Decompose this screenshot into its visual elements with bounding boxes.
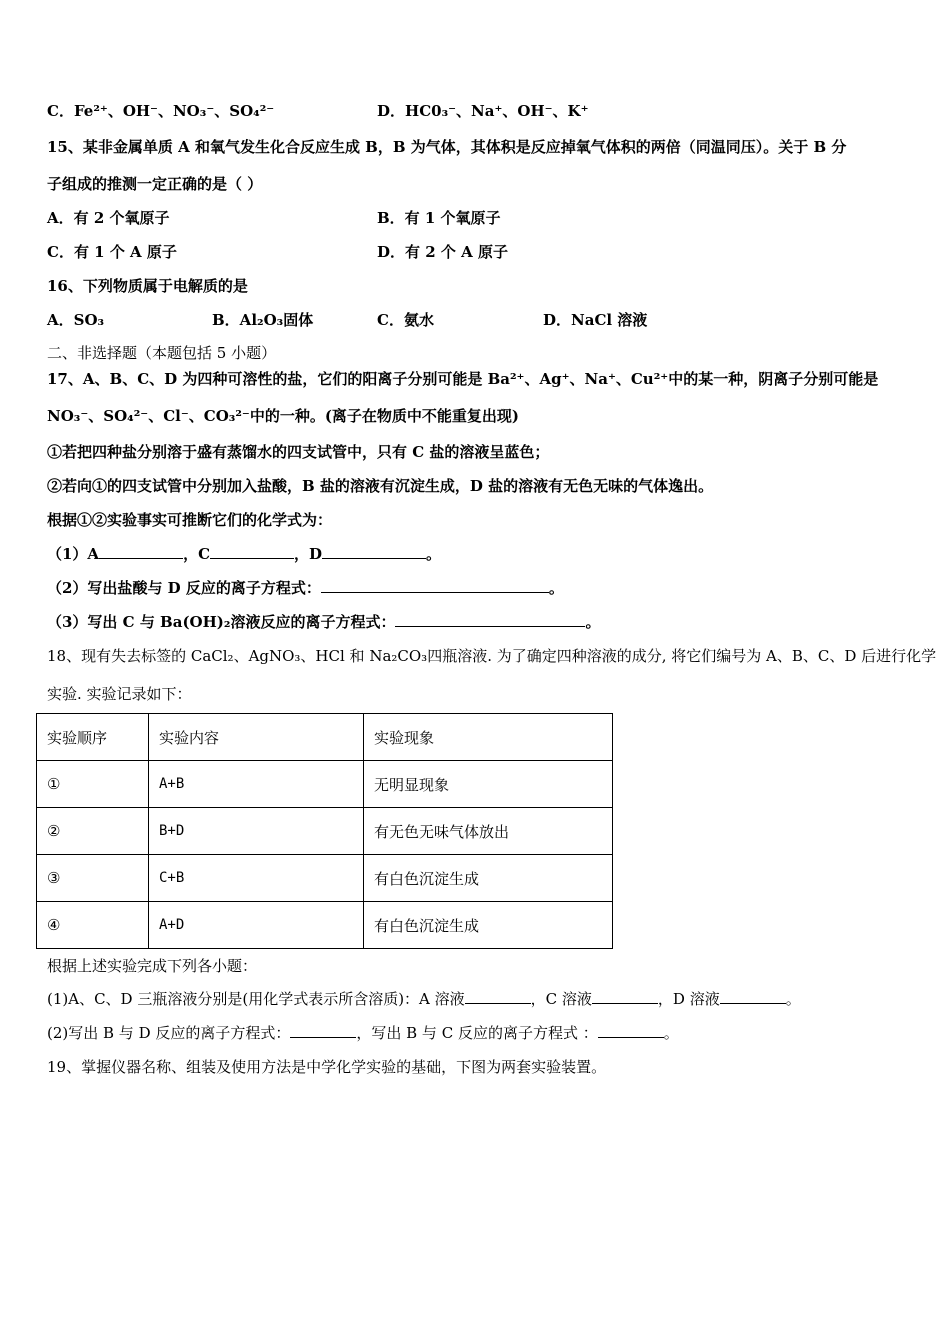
table-cell-content: A+D xyxy=(149,902,364,949)
table-cell-phenomenon: 有无色无味气体放出 xyxy=(364,808,613,855)
q18-sub2-b: ，写出 B 与 C 反应的离子方程式 ： xyxy=(356,1024,598,1042)
q18-sub2-blank-2[interactable] xyxy=(598,1023,664,1038)
q18-sub1-c: ，C 溶液 xyxy=(530,990,592,1008)
q18-sub2 xyxy=(47,1023,679,1043)
q18-sub2-end: 。 xyxy=(663,1024,679,1042)
q16-option-a: A．SO₃ xyxy=(47,311,105,329)
q14-option-d-text: HC0₃⁻、Na⁺、OH⁻、K⁺ xyxy=(405,102,589,120)
q14-option-d-label: D． xyxy=(377,102,406,120)
table-cell-content: A+B xyxy=(149,761,364,808)
q15-option-d: D．有 2 个 A 原子 xyxy=(377,243,508,261)
table-cell-phenomenon: 有白色沉淀生成 xyxy=(364,855,613,902)
table-header-cell: 实验现象 xyxy=(364,714,613,761)
q17-part1-prefix: （1）A xyxy=(47,545,100,563)
q16-option-b: B．Al₂O₃固体 xyxy=(212,311,314,329)
q17-part1-end: 。 xyxy=(426,545,442,563)
q15-option-b: B．有 1 个氧原子 xyxy=(377,209,501,227)
q17-part1-d: ，D xyxy=(294,545,323,563)
q15-option-a: A．有 2 个氧原子 xyxy=(47,209,170,227)
table-cell-content: B+D xyxy=(149,808,364,855)
q17-part1 xyxy=(47,544,441,564)
q18-sub2-blank-1[interactable] xyxy=(290,1023,356,1038)
q16-stem: 16、下列物质属于电解质的是 xyxy=(47,277,248,295)
q18-after-table: 根据上述实验完成下列各小题： xyxy=(47,957,258,975)
table-cell-order: ③ xyxy=(37,855,149,902)
q14-option-c xyxy=(47,101,274,121)
q17-part3-end: 。 xyxy=(585,613,601,631)
q18-sub1-a: (1)A、C、D 三瓶溶液分别是(用化学式表示所含溶质)：A 溶液 xyxy=(47,990,465,1008)
table-header-cell: 实验顺序 xyxy=(37,714,149,761)
q17-part1-c: ，C xyxy=(183,545,211,563)
q18-stem-line2: 实验. 实验记录如下： xyxy=(47,685,192,703)
q14-option-c-label: C． xyxy=(47,102,74,120)
q15-stem-line1: 15、某非金属单质 A 和氧气发生化合反应生成 B，B 为气体，其体积是反应掉氧气体积的两倍（同温同压）。关于 B 分 xyxy=(47,138,847,156)
table-cell-phenomenon: 有白色沉淀生成 xyxy=(364,902,613,949)
q14-option-d xyxy=(377,101,589,121)
q14-option-c-text: Fe²⁺、OH⁻、NO₃⁻、SO₄²⁻ xyxy=(73,102,275,120)
q17-answer-a-blank[interactable] xyxy=(99,544,183,559)
q17-part2-text: （2）写出盐酸与 D 反应的离子方程式： xyxy=(47,579,321,597)
q17-stem-line2: NO₃⁻、SO₄²⁻、Cl⁻、CO₃²⁻中的一种。(离子在物质中不能重复出现) xyxy=(47,407,520,425)
table-cell-order: ① xyxy=(37,761,149,808)
table-cell-order: ② xyxy=(37,808,149,855)
q17-answer-d-blank[interactable] xyxy=(322,544,426,559)
section2-title: 二、非选择题（本题包括 5 小题） xyxy=(47,344,277,362)
q18-stem-line1: 18、现有失去标签的 CaCl₂、AgNO₃、HCl 和 Na₂CO₃四瓶溶液. 为了确定四种溶液的成分, 将它们编号为 A、B、C、D 后进行化学 xyxy=(47,647,937,665)
table-row xyxy=(37,761,613,808)
q18-sub1-d: ，D 溶液 xyxy=(657,990,720,1008)
q17-part3-text: （3）写出 C 与 Ba(OH)₂溶液反应的离子方程式： xyxy=(47,613,396,631)
q17-part2 xyxy=(47,578,564,598)
q17-part3-blank[interactable] xyxy=(395,612,585,627)
q17-answer-c-blank[interactable] xyxy=(210,544,294,559)
q16-option-d: D．NaCl 溶液 xyxy=(543,311,648,329)
q18-answer-d-blank[interactable] xyxy=(720,989,786,1004)
table-row xyxy=(37,855,613,902)
q17-part3 xyxy=(47,612,600,632)
q15-stem-line2: 子组成的推测一定正确的是（ ） xyxy=(47,175,263,193)
q18-sub1-end: 。 xyxy=(785,990,801,1008)
table-header-row xyxy=(37,714,613,761)
q17-condition1: ①若把四种盐分别溶于盛有蒸馏水的四支试管中，只有 C 盐的溶液呈蓝色； xyxy=(47,443,550,461)
q19-stem: 19、掌握仪器名称、组装及使用方法是中学化学实验的基础，下图为两套实验装置。 xyxy=(47,1058,607,1076)
q18-answer-c-blank[interactable] xyxy=(592,989,658,1004)
q17-part2-blank[interactable] xyxy=(321,578,549,593)
q17-condition2: ②若向①的四支试管中分别加入盐酸，B 盐的溶液有沉淀生成，D 盐的溶液有无色无味的气体逸出。 xyxy=(47,477,714,495)
q17-inference: 根据①②实验事实可推断它们的化学式为： xyxy=(47,511,333,529)
experiment-table xyxy=(36,713,613,949)
table-cell-content: C+B xyxy=(149,855,364,902)
q18-answer-a-blank[interactable] xyxy=(465,989,531,1004)
table-row xyxy=(37,808,613,855)
table-header-cell: 实验内容 xyxy=(149,714,364,761)
q17-part2-end: 。 xyxy=(548,579,564,597)
table-row xyxy=(37,902,613,949)
q17-stem-line1: 17、A、B、C、D 为四种可溶性的盐，它们的阳离子分别可能是 Ba²⁺、Ag⁺、Na⁺、Cu²⁺中的某一种，阴离子分别可能是 xyxy=(47,370,879,388)
q16-option-c: C．氨水 xyxy=(377,311,434,329)
table-cell-phenomenon: 无明显现象 xyxy=(364,761,613,808)
q15-option-c: C．有 1 个 A 原子 xyxy=(47,243,177,261)
q18-sub1 xyxy=(47,989,801,1009)
q18-sub2-a: (2)写出 B 与 D 反应的离子方程式： xyxy=(47,1024,291,1042)
table-cell-order: ④ xyxy=(37,902,149,949)
